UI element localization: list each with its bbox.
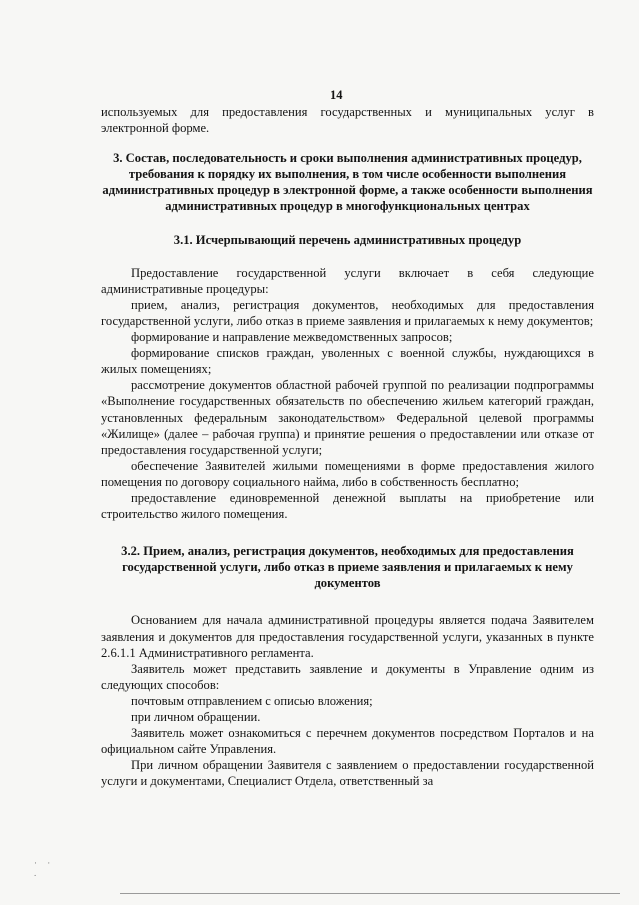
- section-3-1-title: 3.1. Исчерпывающий перечень административных процедур: [173, 232, 522, 247]
- page-number: 14: [330, 88, 343, 102]
- section-3-2-title: 3.2. Прием, анализ, регистрация документов, необходимых для предоставления государственной услуги, либо отказ в приеме заявления и прилагаемых к нему документов: [121, 544, 574, 591]
- paragraph: прием, анализ, регистрация документов, необходимых для предоставления государственной услуги, либо отказ в приеме заявления и прилагаемых к нему документов;: [101, 297, 594, 328]
- scan-artifact: · · .: [34, 858, 55, 878]
- paragraph: при личном обращении.: [131, 710, 261, 724]
- paragraph: формирование списков граждан, уволенных с военной службы, нуждающихся в жилых помещениях;: [101, 346, 594, 377]
- paragraph: Заявитель может представить заявление и документы в Управление одним из следующих способов:: [101, 661, 594, 692]
- document-body: [101, 104, 594, 789]
- paragraph: предоставление единовременной денежной выплаты на приобретение или строительство жилого помещения.: [101, 490, 594, 522]
- paragraph: формирование и направление межведомственных запросов;: [131, 330, 453, 345]
- paragraph: Основанием для начала административной процедуры является подача Заявителем заявления и документов для предоставления государственной услуги, указанных в пункте 2.6.1.1 Административного регламента.: [101, 613, 594, 660]
- lead-paragraph: используемых для предоставления государственных и муниципальных услуг в электронной форме.: [101, 105, 594, 136]
- paragraph: Заявитель может ознакомиться с перечнем документов посредством Порталов и на официальном сайте Управления.: [101, 726, 594, 757]
- paragraph: почтовым отправлением с описью вложения;: [131, 693, 373, 708]
- paragraph: При личном обращении Заявителя с заявлением о предоставлении государственной услуги и документами, Специалист Отдела, ответственный за: [101, 758, 594, 789]
- paragraph: Предоставление государственной услуги включает в себя следующие административные процедуры:: [101, 265, 594, 296]
- section-3-title: 3. Состав, последовательность и сроки выполнения административных процедур, требования к порядку их выполнения, в том числе особенности выполнения административных процедур в электронной форме, а также особенности выполнения административных процедур в многофункциональных центрах: [102, 151, 593, 214]
- paragraph: рассмотрение документов областной рабочей группой по реализации подпрограммы «Выполнение государственных обязательств по обеспечению жильем категорий граждан, установленных федеральным законодательством» Федеральной целевой программы «Жилище» (далее – рабочая группа) и принятие решения о предоставлении или отказе от предоставления государственной услуги;: [101, 378, 594, 457]
- paragraph: обеспечение Заявителей жилыми помещениями в форме предоставления жилого помещения по договору социального найма, либо в собственность бесплатно;: [101, 458, 594, 489]
- bottom-edge-line: [120, 893, 620, 894]
